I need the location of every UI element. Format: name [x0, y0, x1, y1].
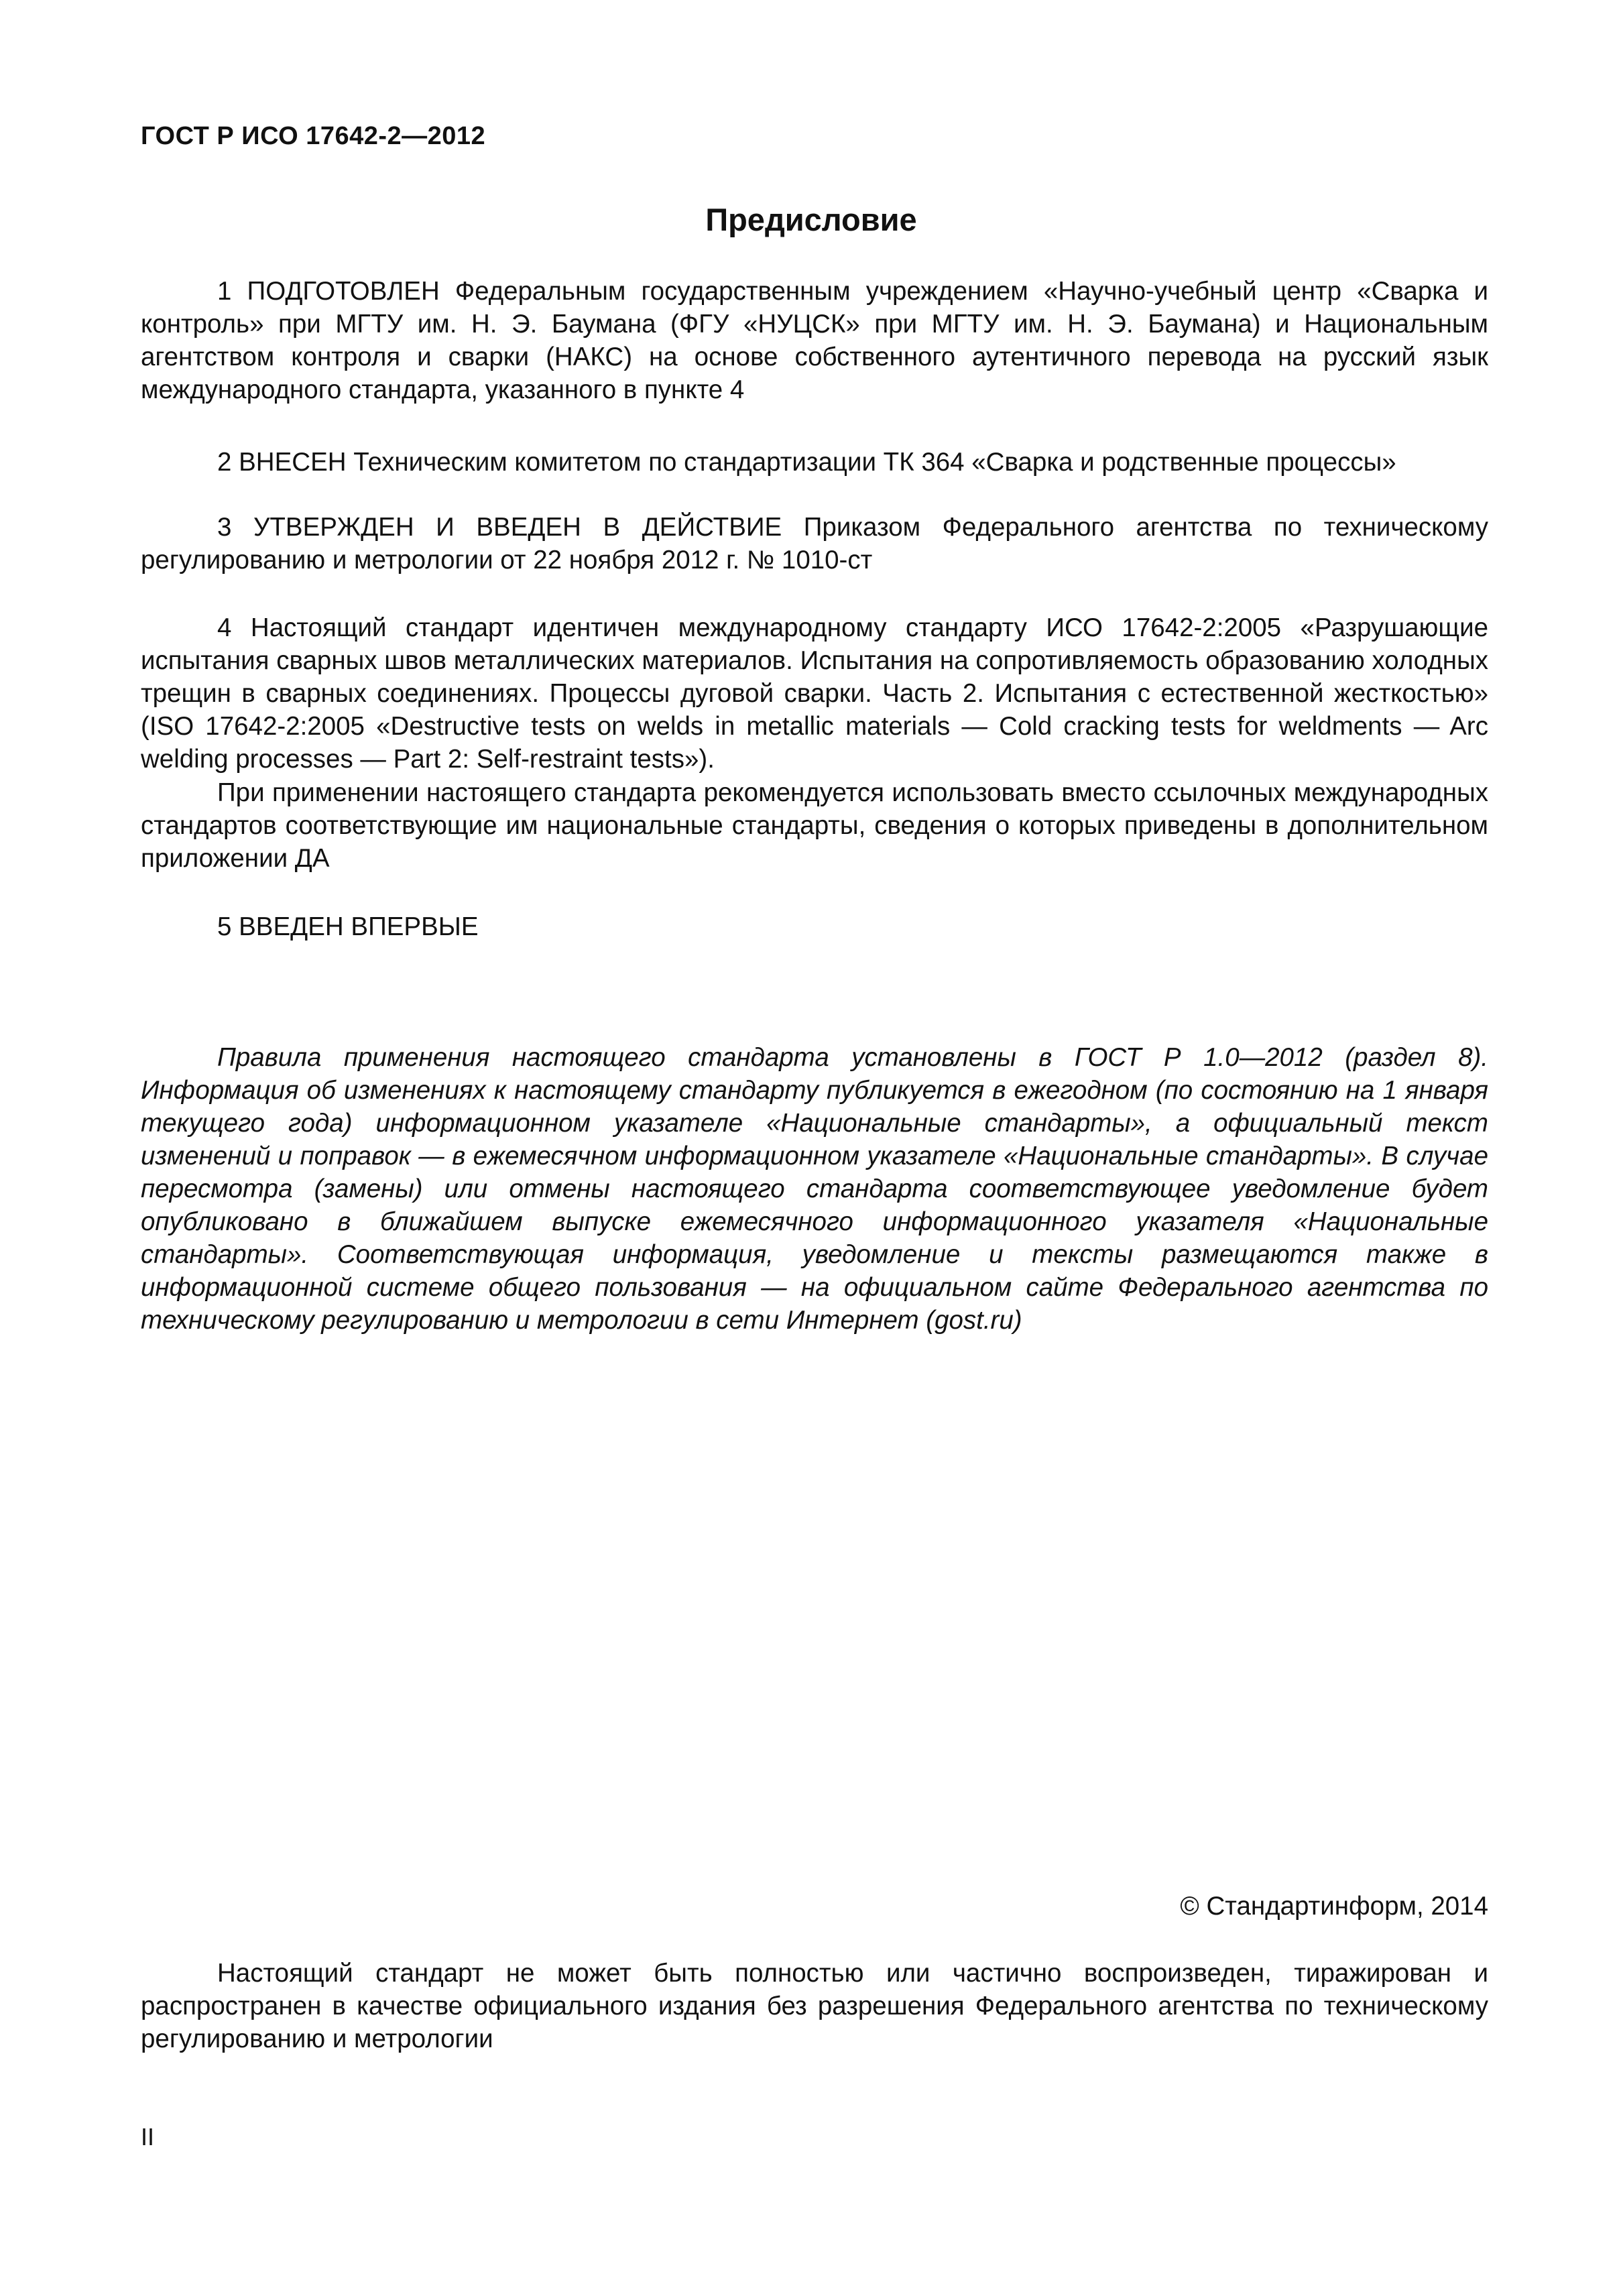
paragraph-prepared-by: 1 ПОДГОТОВЛЕН Федеральным государственным учреждением «Научно-учебный центр «Сварка и контроль» при МГТУ им. Н. Э. Баумана (ФГУ «НУЦСК» при МГТУ им. Н. Э. Баумана) и Национальным агентством контроля и сварки (НАКС) на основе собственного аутентичного перевода на русский язык международного стандарта, указанного в пункте 4 [141, 277, 1488, 404]
paragraph-identical-standard: 4 Настоящий стандарт идентичен международному стандарту ИСО 17642-2:2005 «Разрушающие испытания сварных швов металлических материалов. Испытания на сопротивляемость образованию холодных трещин в сварных соединениях. Процессы дуговой сварки. Часть 2. Испытания с естественной жесткостью» (ISO 17642-2:2005 «Destructive tests on welds in metallic materials — Cold cracking tests for weldments — Arc welding processes — Part 2: Self-restraint tests»). [141, 613, 1488, 774]
reproduction-notice: Настоящий стандарт не может быть полностью или частично воспроизведен, тиражирован и распространен в качестве официального издания без разрешения Федерального агентства по техническому регулированию и метрологии [141, 1959, 1488, 2053]
paragraph-reference-standards: При применении настоящего стандарта рекомендуется использовать вместо ссылочных международных стандартов соответствующие им национальные стандарты, сведения о которых приведены в дополнительном приложении ДА [141, 778, 1488, 873]
paragraph-first-introduced: 5 ВВЕДЕН ВПЕРВЫЕ [217, 912, 479, 941]
page-title: Предисловие [705, 202, 917, 237]
document-code-header: ГОСТ Р ИСО 17642-2—2012 [141, 122, 486, 150]
page-number: II [141, 2123, 155, 2151]
paragraph-approved: 3 УТВЕРЖДЕН И ВВЕДЕН В ДЕЙСТВИЕ Приказом Федерального агентства по техническому регулированию и метрологии от 22 ноября 2012 г. № 1010-ст [141, 513, 1488, 575]
copyright-line: © Стандартинформ, 2014 [1180, 1892, 1488, 1921]
notice-italic-rules: Правила применения настоящего стандарта установлены в ГОСТ Р 1.0—2012 (раздел 8). Информация об изменениях к настоящему стандарту публикуется в ежегодном (по состоянию на 1 января текущего года) информационном указателе «Национальные стандарты», а официальный текст изменений и поправок — в ежемесячном информационном указателе «Национальные стандарты». В случае пересмотра (замены) или отмены настоящего стандарта соответствующее уведомление будет опубликовано в ближайшем выпуске ежемесячного информационного указателя «Национальные стандарты». Соответствующая информация, уведомление и тексты размещаются также в информационной системе общего пользования — на официальном сайте Федерального агентства по техническому регулированию и метрологии в сети Интернет (gost.ru) [141, 1043, 1488, 1335]
paragraph-introduced-by: 2 ВНЕСЕН Техническим комитетом по стандартизации ТК 364 «Сварка и родственные процессы» [217, 448, 1396, 477]
